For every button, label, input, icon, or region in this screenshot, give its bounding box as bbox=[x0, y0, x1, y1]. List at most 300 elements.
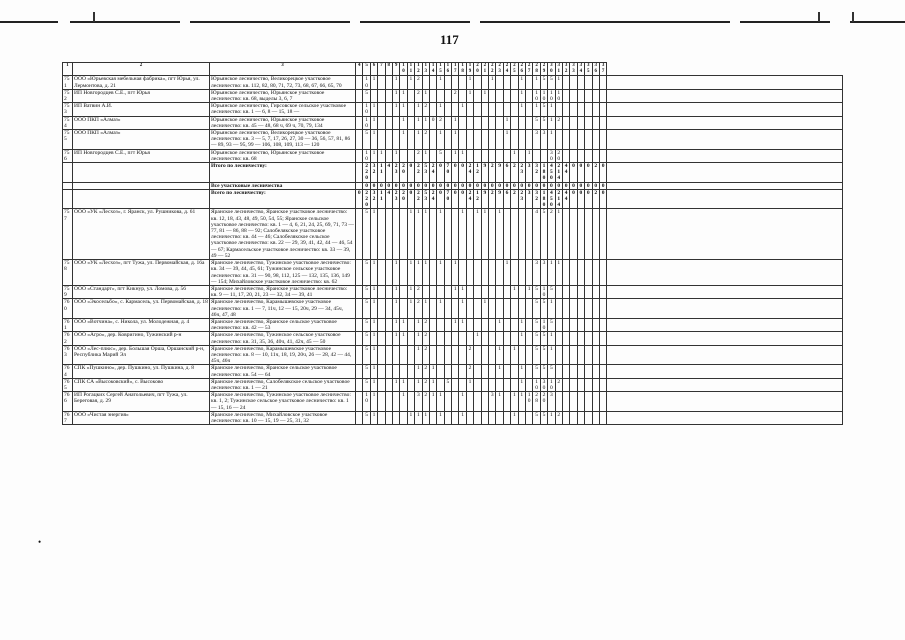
table-cell: Яранское лесничество, Тужинское сельское участковое лесничество: кв. 31, 35, 36, 40ч, 41, 42ч, 45 — 50 bbox=[210, 332, 356, 345]
column-number-header: 32 bbox=[562, 63, 569, 76]
table-cell: 1 bbox=[370, 285, 377, 298]
table-cell bbox=[481, 116, 488, 129]
table-cell: 0 bbox=[437, 182, 444, 189]
table-cell bbox=[474, 76, 481, 89]
table-cell: 1 bbox=[429, 392, 436, 412]
table-cell: 2 bbox=[422, 103, 429, 116]
table-cell: 761 bbox=[63, 318, 73, 331]
data-table bbox=[62, 62, 843, 425]
table-cell: 1 bbox=[503, 130, 510, 150]
table-cell bbox=[511, 299, 518, 319]
table-cell: ООО «Вотчина», с. Никола, ул. Молодежная, д. 4 bbox=[73, 318, 210, 331]
table-cell bbox=[429, 318, 436, 331]
table-cell bbox=[429, 103, 436, 116]
table-cell bbox=[474, 365, 481, 378]
table-cell bbox=[592, 149, 599, 162]
table-cell bbox=[444, 365, 451, 378]
table-cell: 1 bbox=[548, 116, 555, 129]
table-cell: 11 bbox=[378, 189, 385, 209]
column-number-header: 1 bbox=[63, 63, 73, 76]
table-cell bbox=[489, 345, 496, 365]
table-cell: 0 bbox=[459, 163, 466, 183]
table-cell bbox=[540, 149, 547, 162]
table-cell bbox=[518, 345, 525, 365]
table-cell: Юрьянское лесничество, Юрьянское участковое лесничество: кв. 68, выделы 3, 6, 7 bbox=[210, 89, 356, 102]
table-cell: Яранское лесничество, Яранское участковое лесничество: кв. 9 — 11, 17, 20, 21, 23 — 32, 34 — 39, 41 bbox=[210, 285, 356, 298]
table-cell bbox=[444, 149, 451, 162]
table-cell bbox=[585, 209, 592, 260]
table-cell: 22 bbox=[415, 189, 422, 209]
table-cell: 28 bbox=[533, 392, 540, 412]
table-cell: 2 bbox=[415, 89, 422, 102]
column-number-header: 28 bbox=[533, 63, 540, 76]
table-cell bbox=[577, 365, 584, 378]
table-cell bbox=[577, 260, 584, 286]
table-cell: 1 bbox=[466, 76, 473, 89]
table-cell bbox=[607, 189, 843, 209]
table-cell: 0 bbox=[570, 163, 577, 183]
table-cell bbox=[422, 76, 429, 89]
table-cell: 1 bbox=[503, 260, 510, 286]
table-cell bbox=[407, 392, 414, 412]
table-cell bbox=[562, 260, 569, 286]
column-number-header: 27 bbox=[525, 63, 532, 76]
table-cell: 0 bbox=[392, 182, 399, 189]
table-cell: 0 bbox=[459, 189, 466, 209]
scan-tick bbox=[818, 12, 820, 22]
table-cell: 1 bbox=[459, 299, 466, 319]
table-cell bbox=[429, 149, 436, 162]
table-cell: 1 bbox=[496, 345, 503, 365]
table-cell bbox=[459, 378, 466, 391]
table-cell bbox=[444, 103, 451, 116]
table-cell: 2 bbox=[489, 189, 496, 209]
table-cell: 5 bbox=[363, 332, 370, 345]
table-cell bbox=[592, 209, 599, 260]
table-cell: 5 bbox=[540, 76, 547, 89]
table-cell bbox=[378, 103, 385, 116]
table-cell bbox=[607, 130, 843, 150]
table-cell: 1 bbox=[518, 378, 525, 391]
table-cell: 0 bbox=[525, 182, 532, 189]
table-cell bbox=[429, 299, 436, 319]
table-cell: 1 bbox=[407, 285, 414, 298]
column-number-header: 16 bbox=[444, 63, 451, 76]
table-cell: 1 bbox=[378, 149, 385, 162]
table-cell bbox=[356, 345, 363, 365]
table-cell bbox=[481, 392, 488, 412]
table-cell: 1 bbox=[422, 89, 429, 102]
table-cell bbox=[466, 299, 473, 319]
table-cell bbox=[496, 103, 503, 116]
table-cell bbox=[592, 76, 599, 89]
table-cell: 1 bbox=[370, 392, 377, 412]
table-cell bbox=[474, 260, 481, 286]
table-cell: 4 bbox=[385, 163, 392, 183]
table-cell: 44 bbox=[562, 189, 569, 209]
table-cell bbox=[525, 209, 532, 260]
table-cell: 763 bbox=[63, 345, 73, 365]
table-cell: 10 bbox=[540, 285, 547, 298]
table-cell: 1 bbox=[511, 345, 518, 365]
table-cell: 0 bbox=[585, 182, 592, 189]
table-cell: 1 bbox=[437, 260, 444, 286]
table-cell bbox=[429, 285, 436, 298]
table-cell: 1 bbox=[415, 116, 422, 129]
table-cell bbox=[577, 345, 584, 365]
table-cell: 1 bbox=[459, 285, 466, 298]
table-cell bbox=[407, 149, 414, 162]
table-cell bbox=[429, 260, 436, 286]
table-cell bbox=[378, 209, 385, 260]
table-cell bbox=[429, 411, 436, 424]
table-cell: 1 bbox=[370, 116, 377, 129]
table-cell bbox=[400, 365, 407, 378]
table-row bbox=[63, 299, 843, 319]
column-number-row bbox=[63, 63, 843, 76]
table-cell bbox=[555, 332, 562, 345]
table-cell: 1 bbox=[533, 103, 540, 116]
table-cell bbox=[73, 189, 210, 209]
table-cell bbox=[385, 76, 392, 89]
table-cell bbox=[607, 76, 843, 89]
table-cell bbox=[466, 411, 473, 424]
table-cell bbox=[459, 116, 466, 129]
table-cell bbox=[459, 332, 466, 345]
table-cell bbox=[444, 299, 451, 319]
table-cell bbox=[437, 365, 444, 378]
table-cell: 1 bbox=[511, 411, 518, 424]
table-cell: Яранское лесничество, Яранское сельское участковое лесничество: кв. 42 — 53 bbox=[210, 318, 356, 331]
table-cell: 1 bbox=[422, 411, 429, 424]
table-cell: 5 bbox=[363, 209, 370, 260]
table-cell: Юрьянское лесничество, Великорецкое участковое лесничество: кв. 112, 82, 80, 71, 72, 73, 68, 67, 66, 65, 70 bbox=[210, 76, 356, 89]
table-row bbox=[63, 209, 843, 260]
table-cell: 1 bbox=[392, 378, 399, 391]
table-cell: 5 bbox=[540, 209, 547, 260]
table-cell bbox=[400, 76, 407, 89]
table-cell bbox=[570, 411, 577, 424]
column-number-header: 23 bbox=[496, 63, 503, 76]
table-cell: ИП Ватвин А.И. bbox=[73, 103, 210, 116]
table-cell bbox=[400, 149, 407, 162]
table-cell: 1 bbox=[459, 149, 466, 162]
table-cell bbox=[577, 285, 584, 298]
table-row bbox=[63, 345, 843, 365]
table-cell bbox=[585, 76, 592, 89]
table-cell: 5 bbox=[363, 345, 370, 365]
table-cell: 0 bbox=[437, 163, 444, 183]
table-cell bbox=[607, 411, 843, 424]
table-cell bbox=[562, 392, 569, 412]
table-cell: 0 bbox=[407, 182, 414, 189]
table-cell bbox=[378, 116, 385, 129]
table-cell bbox=[570, 116, 577, 129]
table-cell: 1 bbox=[392, 89, 399, 102]
table-cell bbox=[400, 411, 407, 424]
table-cell: СПК СА «Высоковский», с. Высоково bbox=[73, 378, 210, 391]
table-cell bbox=[481, 332, 488, 345]
table-cell: 1 bbox=[370, 76, 377, 89]
table-cell bbox=[444, 345, 451, 365]
table-cell bbox=[607, 149, 843, 162]
table-cell: ООО «Стандарт», пгт Кикнур, ул. Ломова, д. 56 bbox=[73, 285, 210, 298]
table-cell bbox=[599, 149, 606, 162]
table-cell: 1 bbox=[392, 285, 399, 298]
table-cell: 10 bbox=[540, 89, 547, 102]
table-cell bbox=[489, 299, 496, 319]
table-cell: 0 bbox=[577, 189, 584, 209]
column-number-header: 3 bbox=[210, 63, 356, 76]
table-cell bbox=[459, 260, 466, 286]
table-cell bbox=[474, 411, 481, 424]
table-cell: 32 bbox=[370, 163, 377, 183]
table-cell bbox=[599, 116, 606, 129]
table-cell: 3 bbox=[540, 130, 547, 150]
table-cell: 2 bbox=[422, 318, 429, 331]
table-cell: 2 bbox=[592, 189, 599, 209]
table-cell: 3 bbox=[525, 189, 532, 209]
table-cell: 0 bbox=[429, 182, 436, 189]
table-cell bbox=[489, 411, 496, 424]
table-cell bbox=[562, 76, 569, 89]
table-cell bbox=[444, 332, 451, 345]
table-cell: Яранское лесничество, Яранское участковое лесничество: кв. 12, 18, 43, 48, 49, 50, 54, 55; Яранское сельское участковое лесничество: кв. 1 — 4, 6, 21, 24, 25, 69, 71, 73 — 77, 81 — 86, 88 — 92; Салобелякское участковое лесничество: кв. 44 — 46; Салобелякское сельское участковое лесничество: кв. 22 — 29, 39, 41, 42, 44 — 46, 54 — 67; Кармасельское участковое лесничество: кв. 33 — 39, 49 — 52 bbox=[211, 209, 354, 259]
table-cell: 0 bbox=[599, 189, 606, 209]
table-cell: 10 bbox=[525, 392, 532, 412]
table-cell bbox=[459, 365, 466, 378]
table-cell: ИП Рогацких Сергей Анатольевич, пгт Тужа, ул. Береговая, д. 29 bbox=[73, 392, 210, 412]
table-cell: 20 bbox=[555, 149, 562, 162]
table-cell: 1 bbox=[511, 392, 518, 412]
table-cell bbox=[385, 209, 392, 260]
table-cell bbox=[481, 378, 488, 391]
table-cell bbox=[562, 130, 569, 150]
table-cell bbox=[599, 365, 606, 378]
table-cell: 5 bbox=[533, 116, 540, 129]
table-cell bbox=[466, 103, 473, 116]
table-cell bbox=[496, 411, 503, 424]
table-cell bbox=[378, 392, 385, 412]
table-cell bbox=[585, 365, 592, 378]
table-cell: 10 bbox=[533, 378, 540, 391]
table-cell bbox=[444, 392, 451, 412]
table-cell: 24 bbox=[466, 189, 473, 209]
table-cell: 0 bbox=[466, 182, 473, 189]
table-cell: 1 bbox=[459, 318, 466, 331]
table-cell bbox=[489, 89, 496, 102]
table-cell bbox=[459, 345, 466, 365]
table-cell bbox=[570, 103, 577, 116]
table-cell: 0 bbox=[407, 163, 414, 183]
table-cell bbox=[585, 392, 592, 412]
table-cell bbox=[562, 411, 569, 424]
table-cell bbox=[511, 130, 518, 150]
table-cell: 1 bbox=[548, 345, 555, 365]
table-cell: 1 bbox=[452, 260, 459, 286]
table-cell bbox=[429, 332, 436, 345]
table-cell bbox=[496, 149, 503, 162]
table-cell: 5 bbox=[548, 318, 555, 331]
table-cell: 0 bbox=[452, 182, 459, 189]
table-cell: 1 bbox=[407, 76, 414, 89]
table-cell bbox=[481, 260, 488, 286]
table-cell: 0 bbox=[570, 189, 577, 209]
table-cell: 0 bbox=[599, 182, 606, 189]
table-cell: 1 bbox=[400, 116, 407, 129]
table-row bbox=[63, 392, 843, 412]
table-cell bbox=[592, 392, 599, 412]
table-cell: 5 bbox=[540, 332, 547, 345]
table-cell bbox=[385, 130, 392, 150]
table-cell: 1 bbox=[548, 299, 555, 319]
column-number-header: 15 bbox=[437, 63, 444, 76]
table-cell bbox=[570, 299, 577, 319]
table-cell bbox=[392, 345, 399, 365]
table-cell: 32 bbox=[370, 189, 377, 209]
table-cell bbox=[599, 130, 606, 150]
table-cell bbox=[378, 285, 385, 298]
table-cell bbox=[585, 89, 592, 102]
table-cell bbox=[429, 345, 436, 365]
table-cell: ИП Новгородцев С.Е., пгт Юрья bbox=[73, 149, 210, 162]
table-cell bbox=[607, 285, 843, 298]
table-cell bbox=[599, 332, 606, 345]
table-cell bbox=[385, 392, 392, 412]
scan-border-top bbox=[480, 21, 730, 23]
table-cell: 1 bbox=[392, 103, 399, 116]
column-number-header: 35 bbox=[585, 63, 592, 76]
table-cell bbox=[466, 318, 473, 331]
table-cell: ООО «Экосельбо», с. Кармасель, ул. Первомайская, д. 18 bbox=[73, 299, 210, 319]
scan-mark: • bbox=[38, 537, 42, 547]
table-cell: 5 bbox=[363, 318, 370, 331]
table-cell: 5 bbox=[363, 365, 370, 378]
table-cell: 1 bbox=[370, 411, 377, 424]
table-cell: 23 bbox=[392, 189, 399, 209]
table-cell: 0 bbox=[585, 189, 592, 209]
table-cell bbox=[503, 76, 510, 89]
table-cell: 1 bbox=[415, 345, 422, 365]
table-row bbox=[63, 260, 843, 286]
table-cell: 10 bbox=[363, 392, 370, 412]
table-cell bbox=[481, 345, 488, 365]
table-cell: 5 bbox=[540, 365, 547, 378]
table-cell: 1 bbox=[481, 209, 488, 260]
column-number-header: 33 bbox=[570, 63, 577, 76]
table-cell: 5 bbox=[540, 103, 547, 116]
table-cell bbox=[511, 318, 518, 331]
table-cell bbox=[378, 299, 385, 319]
table-cell bbox=[585, 116, 592, 129]
table-cell: 2 bbox=[422, 345, 429, 365]
table-cell bbox=[444, 209, 451, 260]
table-cell: 1 bbox=[392, 149, 399, 162]
table-cell bbox=[607, 365, 843, 378]
table-cell: 5 bbox=[363, 130, 370, 150]
table-cell bbox=[356, 378, 363, 391]
table-cell: Всего по лесничеству: bbox=[210, 189, 356, 209]
table-cell: Итого по лесничеству: bbox=[210, 163, 356, 183]
table-cell bbox=[562, 318, 569, 331]
table-cell bbox=[437, 378, 444, 391]
table-cell: 10 bbox=[540, 318, 547, 331]
table-cell bbox=[385, 365, 392, 378]
table-cell bbox=[525, 103, 532, 116]
table-cell: Яранское лесничество, Тужинское участковое лесничество: кв. 1, 2; Тужинское сельское участковое лесничество: кв. 1 — 15, 16 — 24 bbox=[210, 392, 356, 412]
table-cell bbox=[518, 209, 525, 260]
table-cell bbox=[592, 130, 599, 150]
table-cell bbox=[489, 365, 496, 378]
table-cell: 0 bbox=[518, 182, 525, 189]
table-cell: 2 bbox=[437, 116, 444, 129]
table-cell: 1 bbox=[429, 365, 436, 378]
table-cell bbox=[555, 299, 562, 319]
table-cell bbox=[63, 189, 73, 209]
table-cell bbox=[607, 163, 843, 183]
table-cell bbox=[466, 260, 473, 286]
table-cell bbox=[378, 76, 385, 89]
column-number-header: 36 bbox=[592, 63, 599, 76]
table-cell bbox=[562, 332, 569, 345]
table-cell bbox=[503, 392, 510, 412]
table-cell: 1 bbox=[415, 103, 422, 116]
table-cell: 2 bbox=[511, 163, 518, 183]
column-number-header: 30 bbox=[548, 63, 555, 76]
table-cell bbox=[356, 89, 363, 102]
table-cell bbox=[577, 318, 584, 331]
table-cell bbox=[459, 130, 466, 150]
table-cell: 1 bbox=[518, 318, 525, 331]
table-cell: 5 bbox=[363, 411, 370, 424]
table-cell: 3 bbox=[525, 163, 532, 183]
table-cell: 5 bbox=[363, 285, 370, 298]
table-cell bbox=[437, 318, 444, 331]
column-number-header: 26 bbox=[518, 63, 525, 76]
table-cell: 1 bbox=[415, 130, 422, 150]
table-cell bbox=[481, 365, 488, 378]
table-cell: 30 bbox=[540, 378, 547, 391]
table-cell: 1 bbox=[437, 76, 444, 89]
table-cell: 1 bbox=[496, 365, 503, 378]
table-cell: 0 bbox=[415, 182, 422, 189]
table-cell: 2 bbox=[592, 163, 599, 183]
table-cell: 1 bbox=[400, 378, 407, 391]
table-cell: 1 bbox=[370, 130, 377, 150]
table-cell bbox=[577, 89, 584, 102]
table-cell: 1 bbox=[370, 209, 377, 260]
table-row bbox=[63, 76, 843, 89]
table-cell bbox=[577, 378, 584, 391]
table-cell bbox=[577, 103, 584, 116]
table-cell bbox=[577, 299, 584, 319]
table-cell: 5 bbox=[363, 89, 370, 102]
table-cell: Яранское лесничество, Тужинское участковое лесничество: кв. 34 — 39, 44, 45, 61; Тужинское сельское участковое лесничество: кв. 31 — 90, 98, 112, 125 — 132, 135, 136, 149 — 154; Михайловское участковое лесничество: кв. 62 bbox=[210, 260, 356, 286]
table-cell: 214 bbox=[555, 189, 562, 209]
table-cell: 1 bbox=[370, 103, 377, 116]
table-cell bbox=[452, 378, 459, 391]
table-cell: 1 bbox=[400, 318, 407, 331]
table-cell: 1 bbox=[437, 130, 444, 150]
table-cell: ООО «Лес-плюс», дер. Большая Орша, Оршанский р-н, Республика Марий Эл bbox=[73, 345, 210, 365]
table-cell bbox=[585, 318, 592, 331]
table-cell: 1 bbox=[518, 365, 525, 378]
table-cell: 0 bbox=[444, 182, 451, 189]
table-cell bbox=[496, 378, 503, 391]
table-cell bbox=[592, 299, 599, 319]
table-cell bbox=[378, 260, 385, 286]
table-cell bbox=[585, 260, 592, 286]
